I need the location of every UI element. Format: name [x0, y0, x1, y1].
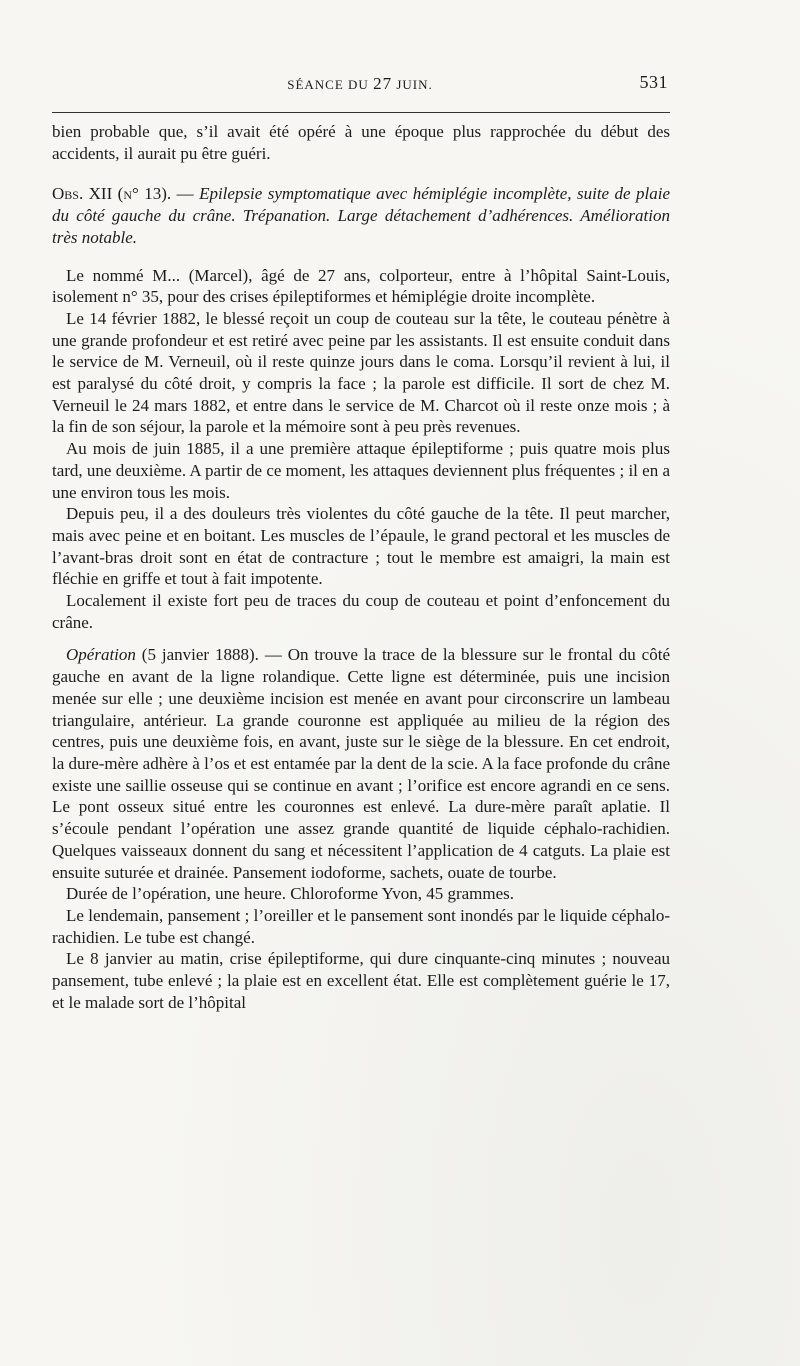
running-head-month: JUIN. — [396, 77, 433, 92]
operation-text: (5 janvier 1888). — On trouve la trace de la blessure sur le frontal du côté gauche en avant de la ligne rolandique. Cette ligne est déterminée, puis une incision menée sur elle ; une deuxième incision est menée en avant pour circonscrire un lambeau triangulaire, antérieur. La grande couronne est appliquée au milieu de la région des centres, puis une deuxième fois, en avant, juste sur le siège de la blessure. En cet endroit, la dure-mère adhère à l’os et est entamée par la dent de la scie. A la face profonde du crâne existe une saillie osseuse qui se continue en avant ; l’orifice est encore agrandi en ce sens. Le pont osseux situé entre les couronnes est enlevé. La dure-mère paraît aplatie. Il s’écoule pendant l’opération une assez grande quantité de liquide céphalo-rachidien. Quelques vaisseaux donnent du sang et nécessitent l’application de 4 catguts. La plaie est ensuite suturée et drainée. Pansement iodoforme, sachets, ouate de tourbe. — [52, 645, 670, 882]
paragraph-symptoms: Depuis peu, il a des douleurs très violentes du côté gauche de la tête. Il peut marcher, mais avec peine et en boitant. Les muscles de l’épaule, le grand pectoral et les muscles de l’avant-bras droit sont en état de contracture ; tout le membre est amaigri, la main est fléchie en griffe et tout à fait impotente. — [52, 504, 670, 589]
running-head-prefix: SÉANCE DU — [287, 77, 369, 92]
paragraph-attacks: Au mois de juin 1885, il a une première attaque épileptiforme ; puis quatre mois plus tard, une deuxième. A partir de ce moment, les attaques deviennent plus fréquentes ; il en a une environ tous les mois. — [52, 439, 670, 502]
observation-dash: — — [171, 184, 200, 204]
running-head-day: 27 — [373, 74, 393, 93]
operation-label: Opération — [66, 645, 136, 665]
page-number: 531 — [639, 72, 668, 92]
observation-heading — [52, 183, 670, 248]
paragraph-history: Le 14 février 1882, le blessé reçoit un coup de couteau sur la tête, le couteau pénètre à une grande profondeur et est retiré avec peine par les assistants. Il est ensuite conduit dans le service de M. Verneuil, où il reste quinze jours dans le coma. Lorsqu’il revient à lui, il est paralysé du côté droit, y compris la face ; la parole est difficile. Il sort de chez M. Verneuil le 24 mars 1882, et entre dans le service de M. Charcot où il reste onze mois ; à la fin de son séjour, la parole et la mémoire sont à peu près revenues. — [52, 308, 670, 437]
paragraph-local: Localement il existe fort peu de traces du coup de couteau et point d’enfoncement du crâne. — [52, 591, 670, 632]
paragraph-operation — [52, 644, 670, 883]
paragraph-january: Le 8 janvier au matin, crise épileptiforme, qui dure cinquante-cinq minutes ; nouveau pansement, tube enlevé ; la plaie est en excellent état. Elle est complètement guérie le 17, et le malade sort de l’hôpital — [52, 949, 670, 1012]
observation-title: Epilepsie symptomatique avec hémiplégie incomplète, suite de plaie du côté gauche du crâne. Trépanation. Large détachement d’adhérences. Amélioration très notable. — [52, 184, 671, 247]
header-rule — [52, 112, 670, 113]
running-head — [52, 74, 668, 94]
paragraph-continuation: bien probable que, s’il avait été opéré à une époque plus rapprochée du début des accidents, il aurait pu être guéri. — [52, 122, 670, 163]
paragraph-patient: Le nommé M... (Marcel), âgé de 27 ans, colporteur, entre à l’hôpital Saint-Louis, isolement n° 35, pour des crises épileptiformes et hémiplégie droite incomplète. — [52, 265, 670, 307]
paragraph-next-day: Le lendemain, pansement ; l’oreiller et le pansement sont inondés par le liquide céphalo-rachidien. Le tube est changé. — [52, 905, 670, 947]
body-text — [52, 121, 670, 1013]
paragraph-duration: Durée de l’opération, une heure. Chloroforme Yvon, 45 grammes. — [66, 884, 515, 904]
page-header — [52, 74, 668, 100]
observation-label: Obs. XII (n° 13). — [52, 184, 172, 204]
